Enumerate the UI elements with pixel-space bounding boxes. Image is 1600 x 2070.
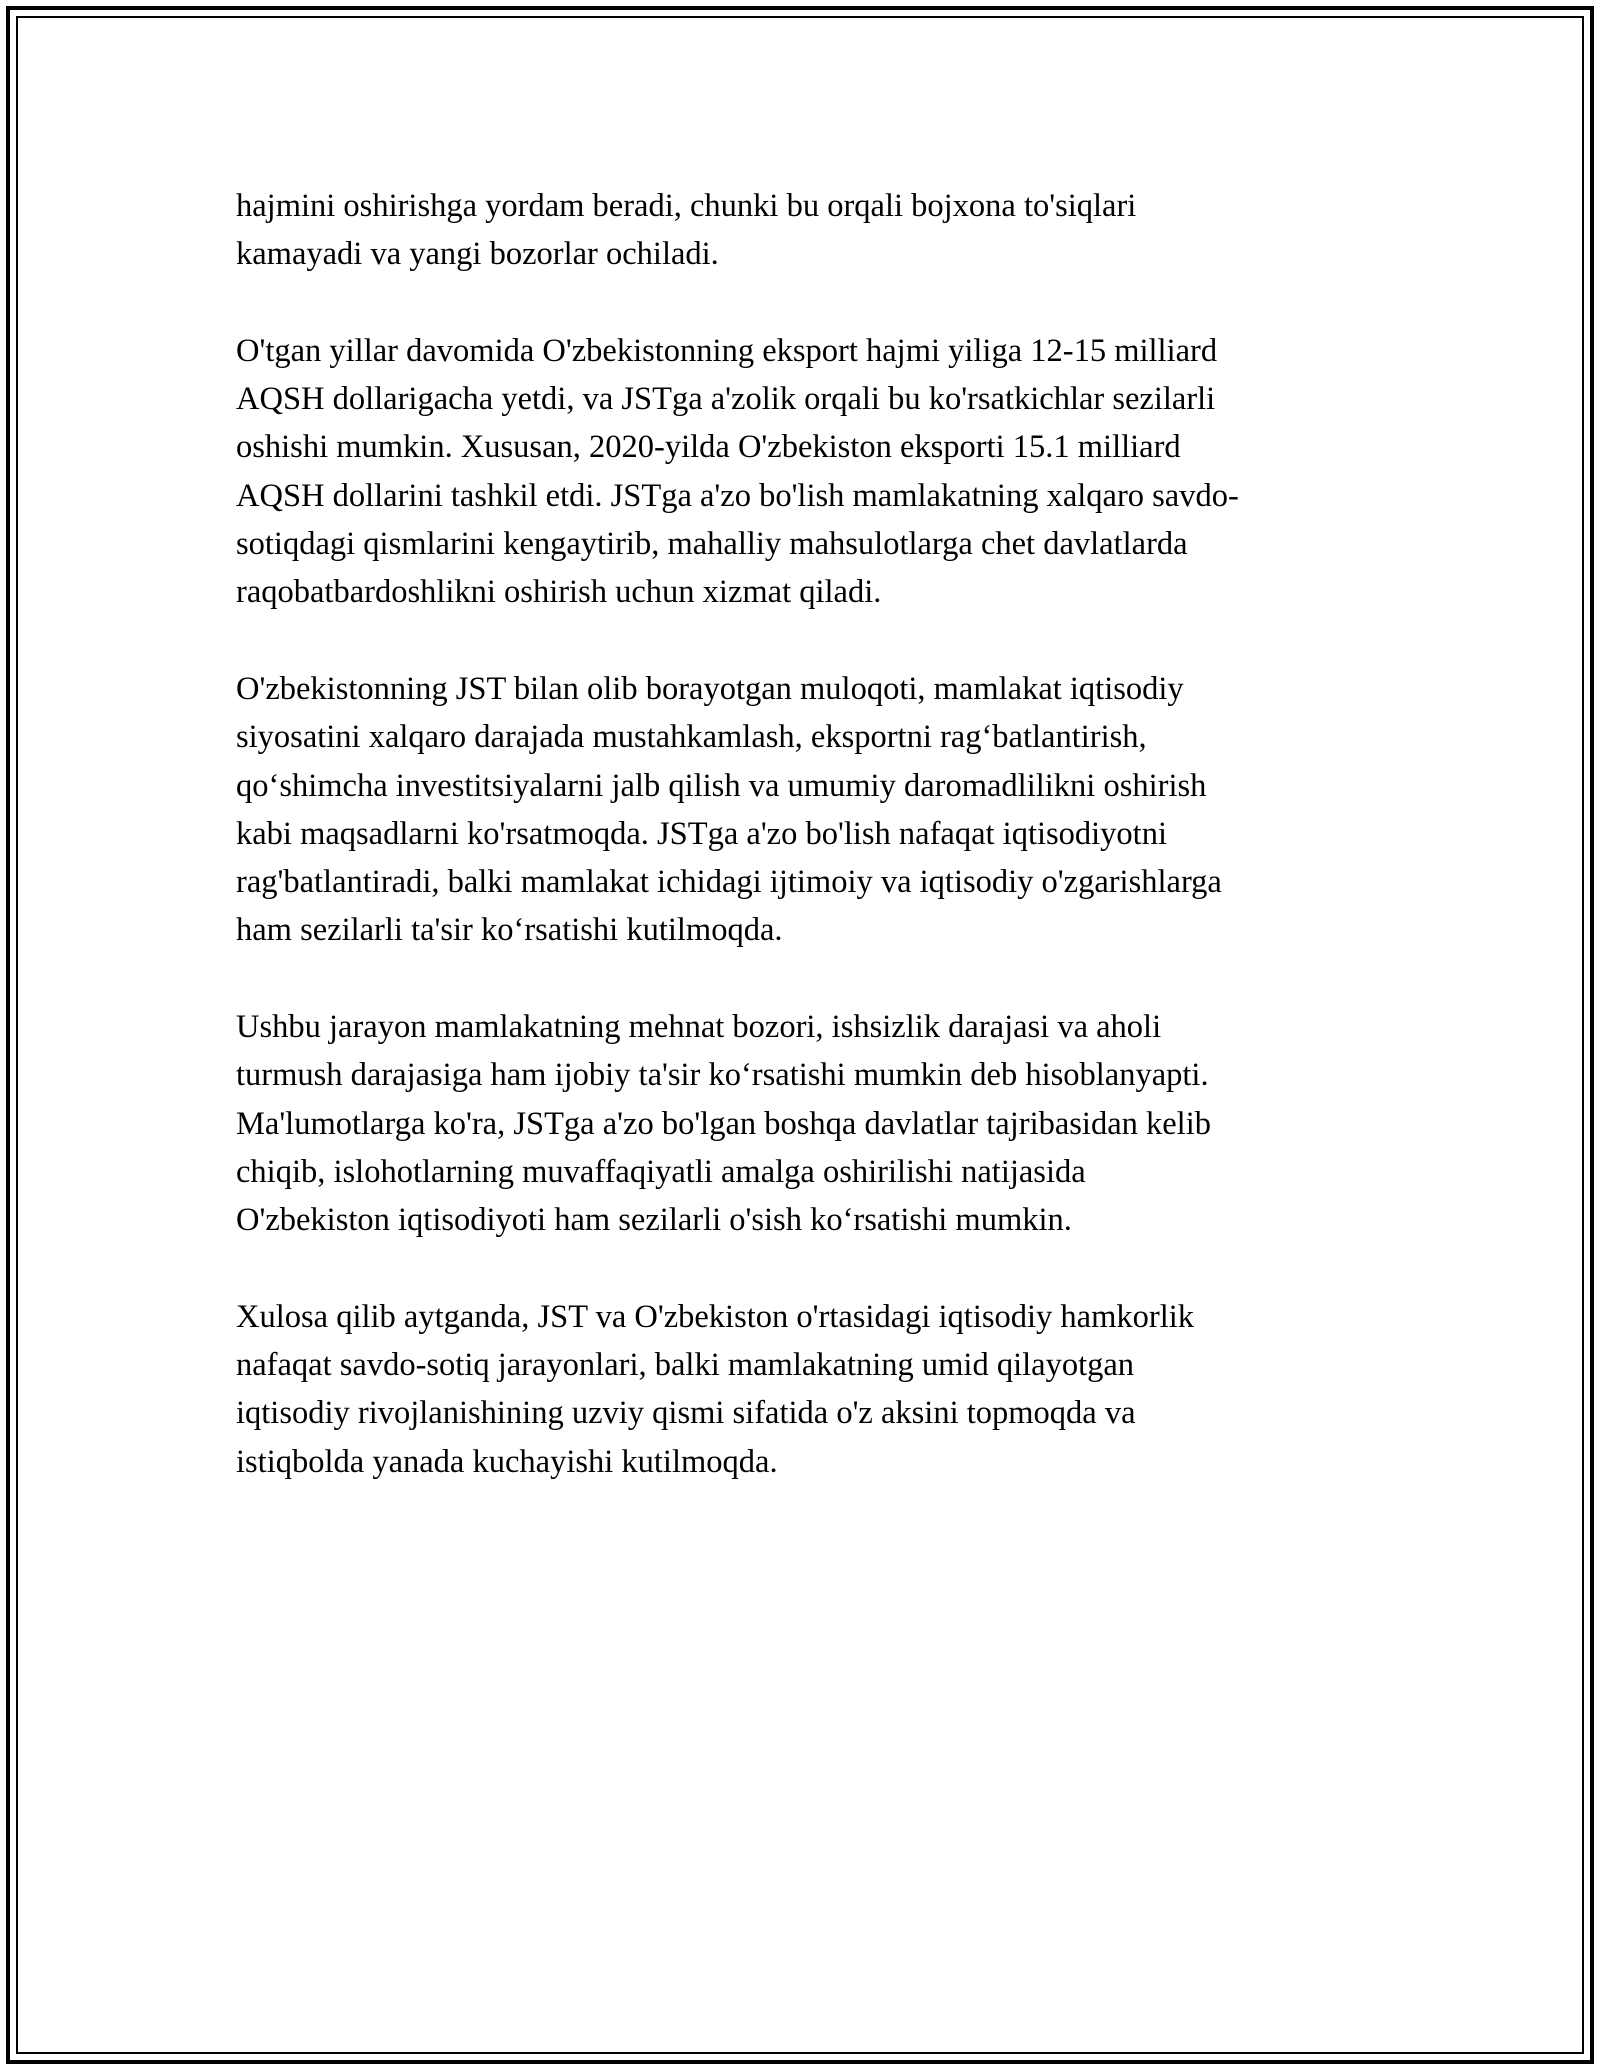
paragraph-2 [236, 327, 1376, 617]
text-line: O'zbekiston iqtisodiyoti ham sezilarli o'sish ko‘rsatishi mumkin. [236, 1202, 1072, 1239]
paragraph-1 [236, 182, 1376, 279]
text-line: AQSH dollarini tashkil etdi. JSTga a'zo bo'lish mamlakatning xalqaro savdo- [236, 477, 1239, 514]
text-line: chiqib, islohotlarning muvaffaqiyatli amalga oshirilishi natijasida [236, 1153, 1086, 1190]
text-line: rag'batlantiradi, balki mamlakat ichidagi ijtimoiy va iqtisodiy o'zgarishlarga [236, 864, 1222, 901]
text-line: oshishi mumkin. Xususan, 2020-yilda O'zbekiston eksporti 15.1 milliard [236, 429, 1181, 466]
text-line: ham sezilarli ta'sir ko‘rsatishi kutilmoqda. [236, 912, 783, 949]
text-line: kamayadi va yangi bozorlar ochiladi. [236, 236, 719, 273]
text-line: Ma'lumotlarga ko'ra, JSTga a'zo bo'lgan boshqa davlatlar tajribasidan kelib [236, 1105, 1211, 1142]
text-line: qo‘shimcha investitsiyalarni jalb qilish va umumiy daromadlilikni oshirish [236, 767, 1207, 804]
text-line: kabi maqsadlarni ko'rsatmoqda. JSTga a'zo bo'lish nafaqat iqtisodiyotni [236, 815, 1167, 852]
text-line: iqtisodiy rivojlanishining uzviy qismi sifatida o'z aksini topmoqda va [236, 1395, 1136, 1432]
text-line: turmush darajasiga ham ijobiy ta'sir ko‘rsatishi mumkin deb hisoblanyapti. [236, 1057, 1209, 1094]
paragraph-5 [236, 1293, 1376, 1486]
paragraph-4 [236, 1003, 1376, 1244]
text-line: raqobatbardoshlikni oshirish uchun xizmat qiladi. [236, 574, 882, 611]
text-line: AQSH dollarigacha yetdi, va JSTga a'zolik orqali bu ko'rsatkichlar sezilarli [236, 381, 1216, 418]
text-line: O'tgan yillar davomida O'zbekistonning eksport hajmi yiliga 12-15 milliard [236, 332, 1218, 369]
text-line: Ushbu jarayon mamlakatning mehnat bozori, ishsizlik darajasi va aholi [236, 1009, 1162, 1046]
text-line: nafaqat savdo-sotiq jarayonlari, balki mamlakatning umid qilayotgan [236, 1347, 1135, 1384]
text-line: O'zbekistonning JST bilan olib borayotgan muloqoti, mamlakat iqtisodiy [236, 670, 1184, 707]
text-line: siyosatini xalqaro darajada mustahkamlash, eksportni rag‘batlantirish, [236, 719, 1147, 756]
text-line: Xulosa qilib aytganda, JST va O'zbekiston o'rtasidagi iqtisodiy hamkorlik [236, 1298, 1195, 1335]
text-line: istiqbolda yanada kuchayishi kutilmoqda. [236, 1443, 778, 1480]
document-body [236, 182, 1376, 1534]
text-line: hajmini oshirishga yordam beradi, chunki bu orqali bojxona to'siqlari [236, 188, 1137, 224]
paragraph-3 [236, 665, 1376, 955]
text-line: sotiqdagi qismlarini kengaytirib, mahalliy mahsulotlarga chet davlatlarda [236, 526, 1188, 563]
